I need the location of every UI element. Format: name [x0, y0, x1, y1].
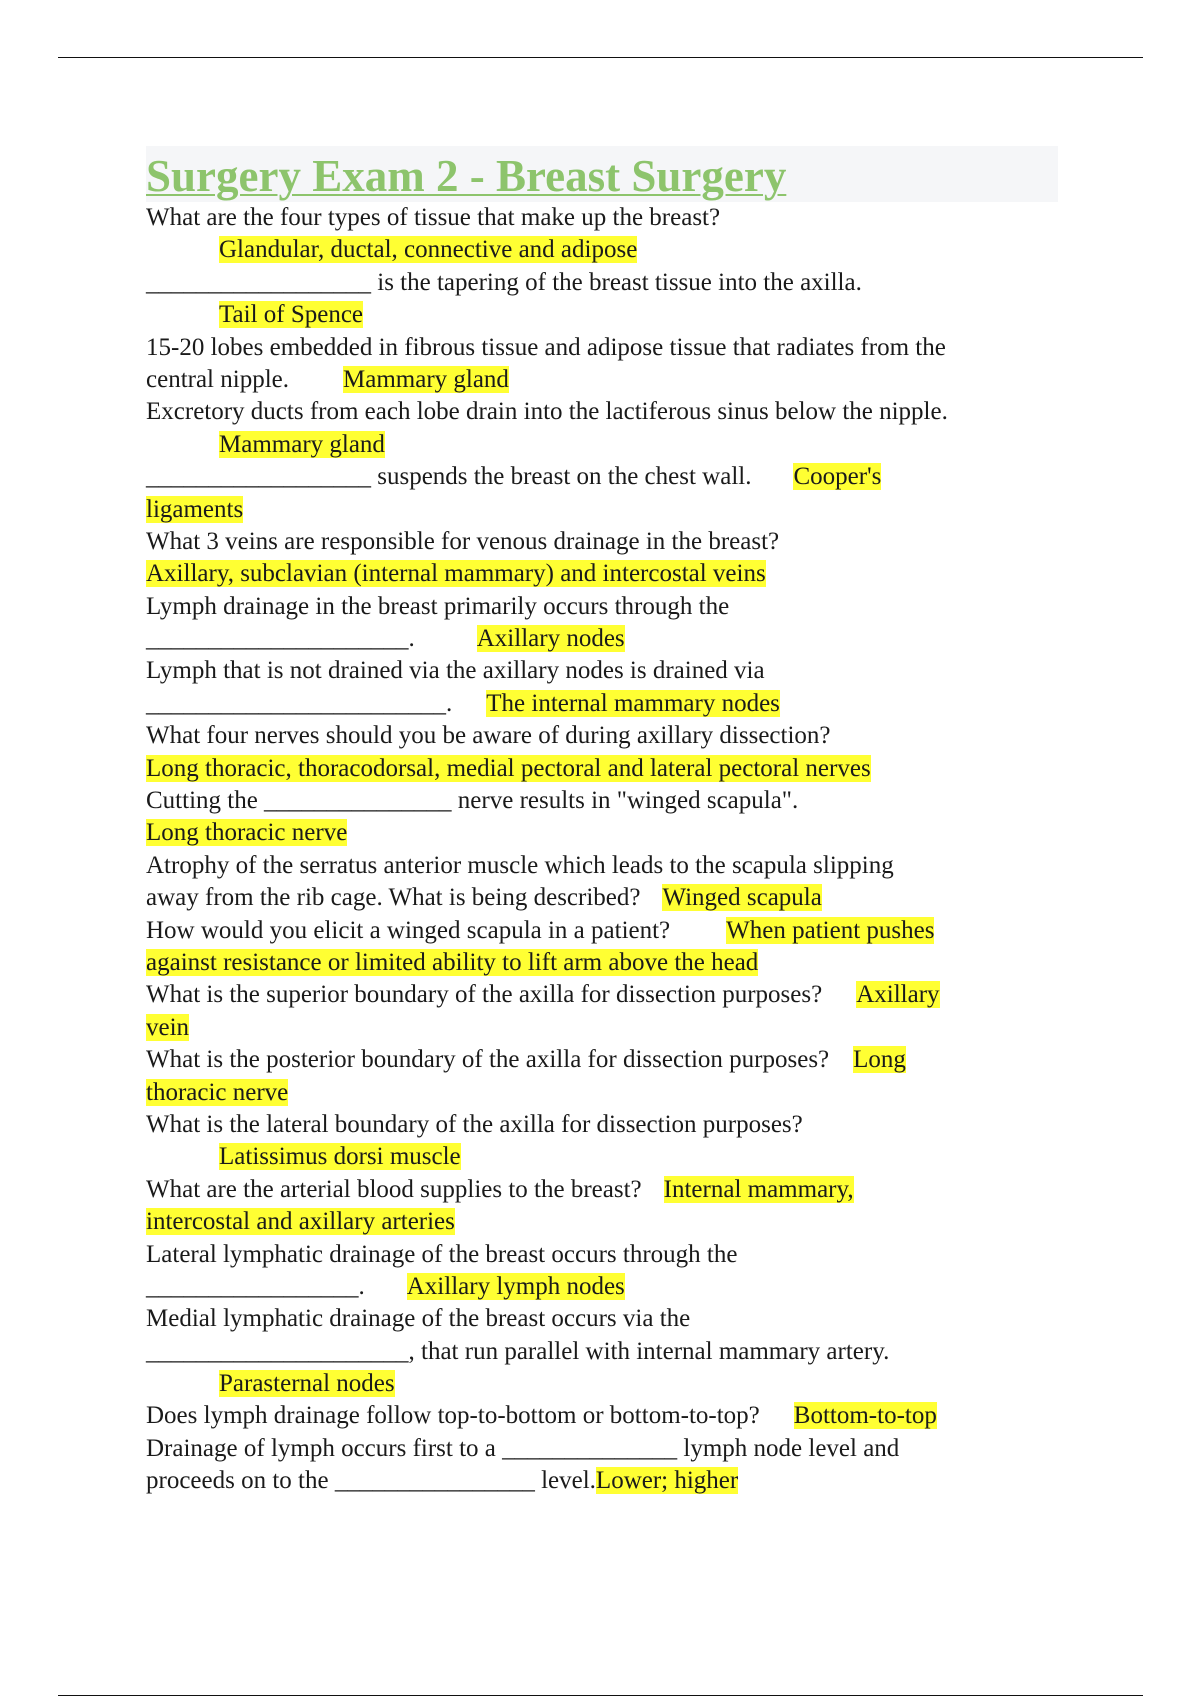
text-line [146, 1012, 1062, 1044]
text-line [146, 299, 1062, 331]
highlighted-answer: Mammary gland [343, 365, 509, 393]
question-text: Does lymph drainage follow top-to-bottom or bottom-to-top? [146, 1402, 760, 1430]
text-line [146, 364, 1062, 396]
text-line [146, 526, 1062, 558]
text-line [146, 947, 1062, 979]
question-text: __________________ is the tapering of the breast tissue into the axilla. [146, 268, 862, 296]
question-text: Excretory ducts from each lobe drain into the lactiferous sinus below the nipple. [146, 398, 948, 426]
text-line [146, 1044, 1062, 1076]
question-text: Atrophy of the serratus anterior muscle which leads to the scapula slipping [146, 851, 894, 879]
question-text: _________________. [146, 1272, 365, 1300]
highlighted-answer: Glandular, ductal, connective and adipose [219, 236, 638, 264]
document-content [146, 146, 1062, 1498]
highlighted-answer: against resistance or limited ability to lift arm above the head [146, 948, 759, 976]
highlighted-answer: Long [853, 1046, 906, 1074]
highlighted-answer: Axillary nodes [476, 625, 625, 653]
document-title: Surgery Exam 2 - Breast Surgery [146, 151, 787, 201]
highlighted-answer: Long thoracic nerve [146, 819, 348, 847]
question-text: _____________________, that run parallel with internal mammary artery. [146, 1337, 890, 1365]
text-line [146, 753, 1062, 785]
text-line [146, 623, 1062, 655]
top-rule [58, 57, 1143, 58]
text-line [146, 655, 1062, 687]
question-text: central nipple. [146, 365, 289, 393]
question-text: Lymph that is not drained via the axillary nodes is drained via [146, 657, 765, 685]
text-line [146, 494, 1062, 526]
text-line [146, 396, 1062, 428]
highlighted-answer: intercostal and axillary arteries [146, 1208, 455, 1236]
highlighted-answer: Mammary gland [219, 430, 385, 458]
text-line [146, 688, 1062, 720]
text-line [146, 720, 1062, 752]
text-line [146, 1368, 1062, 1400]
question-text: proceeds on to the ________________ level. [146, 1467, 596, 1495]
highlighted-answer: Long thoracic, thoracodorsal, medial pectoral and lateral pectoral nerves [146, 754, 871, 782]
highlighted-answer: Bottom-to-top [793, 1402, 937, 1430]
text-line [146, 429, 1062, 461]
document-body [146, 202, 1062, 1498]
question-text: 15-20 lobes embedded in fibrous tissue and adipose tissue that radiates from the [146, 333, 946, 361]
question-text: What four nerves should you be aware of during axillary dissection? [146, 722, 831, 750]
highlighted-answer: Lower; higher [595, 1467, 739, 1495]
text-line [146, 1336, 1062, 1368]
text-line [146, 979, 1062, 1011]
text-line [146, 558, 1062, 590]
text-line [146, 785, 1062, 817]
highlighted-answer: Cooper's [793, 463, 882, 491]
question-text: Cutting the _______________ nerve results in "winged scapula". [146, 787, 799, 815]
text-line [146, 1109, 1062, 1141]
highlighted-answer: ligaments [146, 495, 244, 523]
question-text: What are the four types of tissue that make up the breast? [146, 204, 721, 231]
highlighted-answer: Axillary, subclavian (internal mammary) and intercostal veins [146, 560, 766, 588]
question-text: What is the lateral boundary of the axilla for dissection purposes? [146, 1110, 803, 1138]
highlighted-answer: Latissimus dorsi muscle [219, 1143, 461, 1171]
text-line [146, 332, 1062, 364]
question-text: What is the superior boundary of the axilla for dissection purposes? [146, 981, 823, 1009]
highlighted-answer: Parasternal nodes [219, 1370, 395, 1398]
highlighted-answer: thoracic nerve [146, 1078, 289, 1106]
text-line [146, 1239, 1062, 1271]
question-text: What is the posterior boundary of the axilla for dissection purposes? [146, 1046, 830, 1074]
text-line [146, 1400, 1062, 1432]
text-line [146, 1077, 1062, 1109]
text-line [146, 202, 1062, 234]
question-text: ________________________. [146, 689, 453, 717]
question-text: _____________________. [146, 625, 415, 653]
title-bar [146, 146, 1058, 202]
question-text: away from the rib cage. What is being described? [146, 884, 641, 912]
text-line [146, 817, 1062, 849]
text-line [146, 591, 1062, 623]
text-line [146, 915, 1062, 947]
question-text: Lateral lymphatic drainage of the breast occurs through the [146, 1240, 738, 1268]
highlighted-answer: The internal mammary nodes [486, 689, 780, 717]
text-line [146, 1465, 1062, 1497]
text-line [146, 1174, 1062, 1206]
question-text: What are the arterial blood supplies to the breast? [146, 1175, 642, 1203]
highlighted-answer: When patient pushes [726, 916, 935, 944]
text-line [146, 1271, 1062, 1303]
text-line [146, 1433, 1062, 1465]
text-line [146, 234, 1062, 266]
text-line [146, 850, 1062, 882]
highlighted-answer: Axillary [856, 981, 940, 1009]
question-text: How would you elicit a winged scapula in a patient? [146, 916, 671, 944]
question-text: Drainage of lymph occurs first to a ______________ lymph node level and [146, 1434, 900, 1462]
text-line [146, 1303, 1062, 1335]
highlighted-answer: Winged scapula [662, 884, 822, 912]
highlighted-answer: Tail of Spence [219, 301, 364, 329]
question-text: What 3 veins are responsible for venous drainage in the breast? [146, 527, 780, 555]
highlighted-answer: Internal mammary, [663, 1175, 854, 1203]
text-line [146, 267, 1062, 299]
text-line [146, 461, 1062, 493]
question-text: Lymph drainage in the breast primarily occurs through the [146, 592, 730, 620]
question-text: Medial lymphatic drainage of the breast occurs via the [146, 1305, 691, 1333]
text-line [146, 1206, 1062, 1238]
question-text: __________________ suspends the breast on the chest wall. [146, 463, 752, 491]
highlighted-answer: Axillary lymph nodes [406, 1272, 625, 1300]
bottom-rule [58, 1695, 1143, 1696]
text-line [146, 882, 1062, 914]
text-line [146, 1141, 1062, 1173]
highlighted-answer: vein [146, 1013, 190, 1041]
